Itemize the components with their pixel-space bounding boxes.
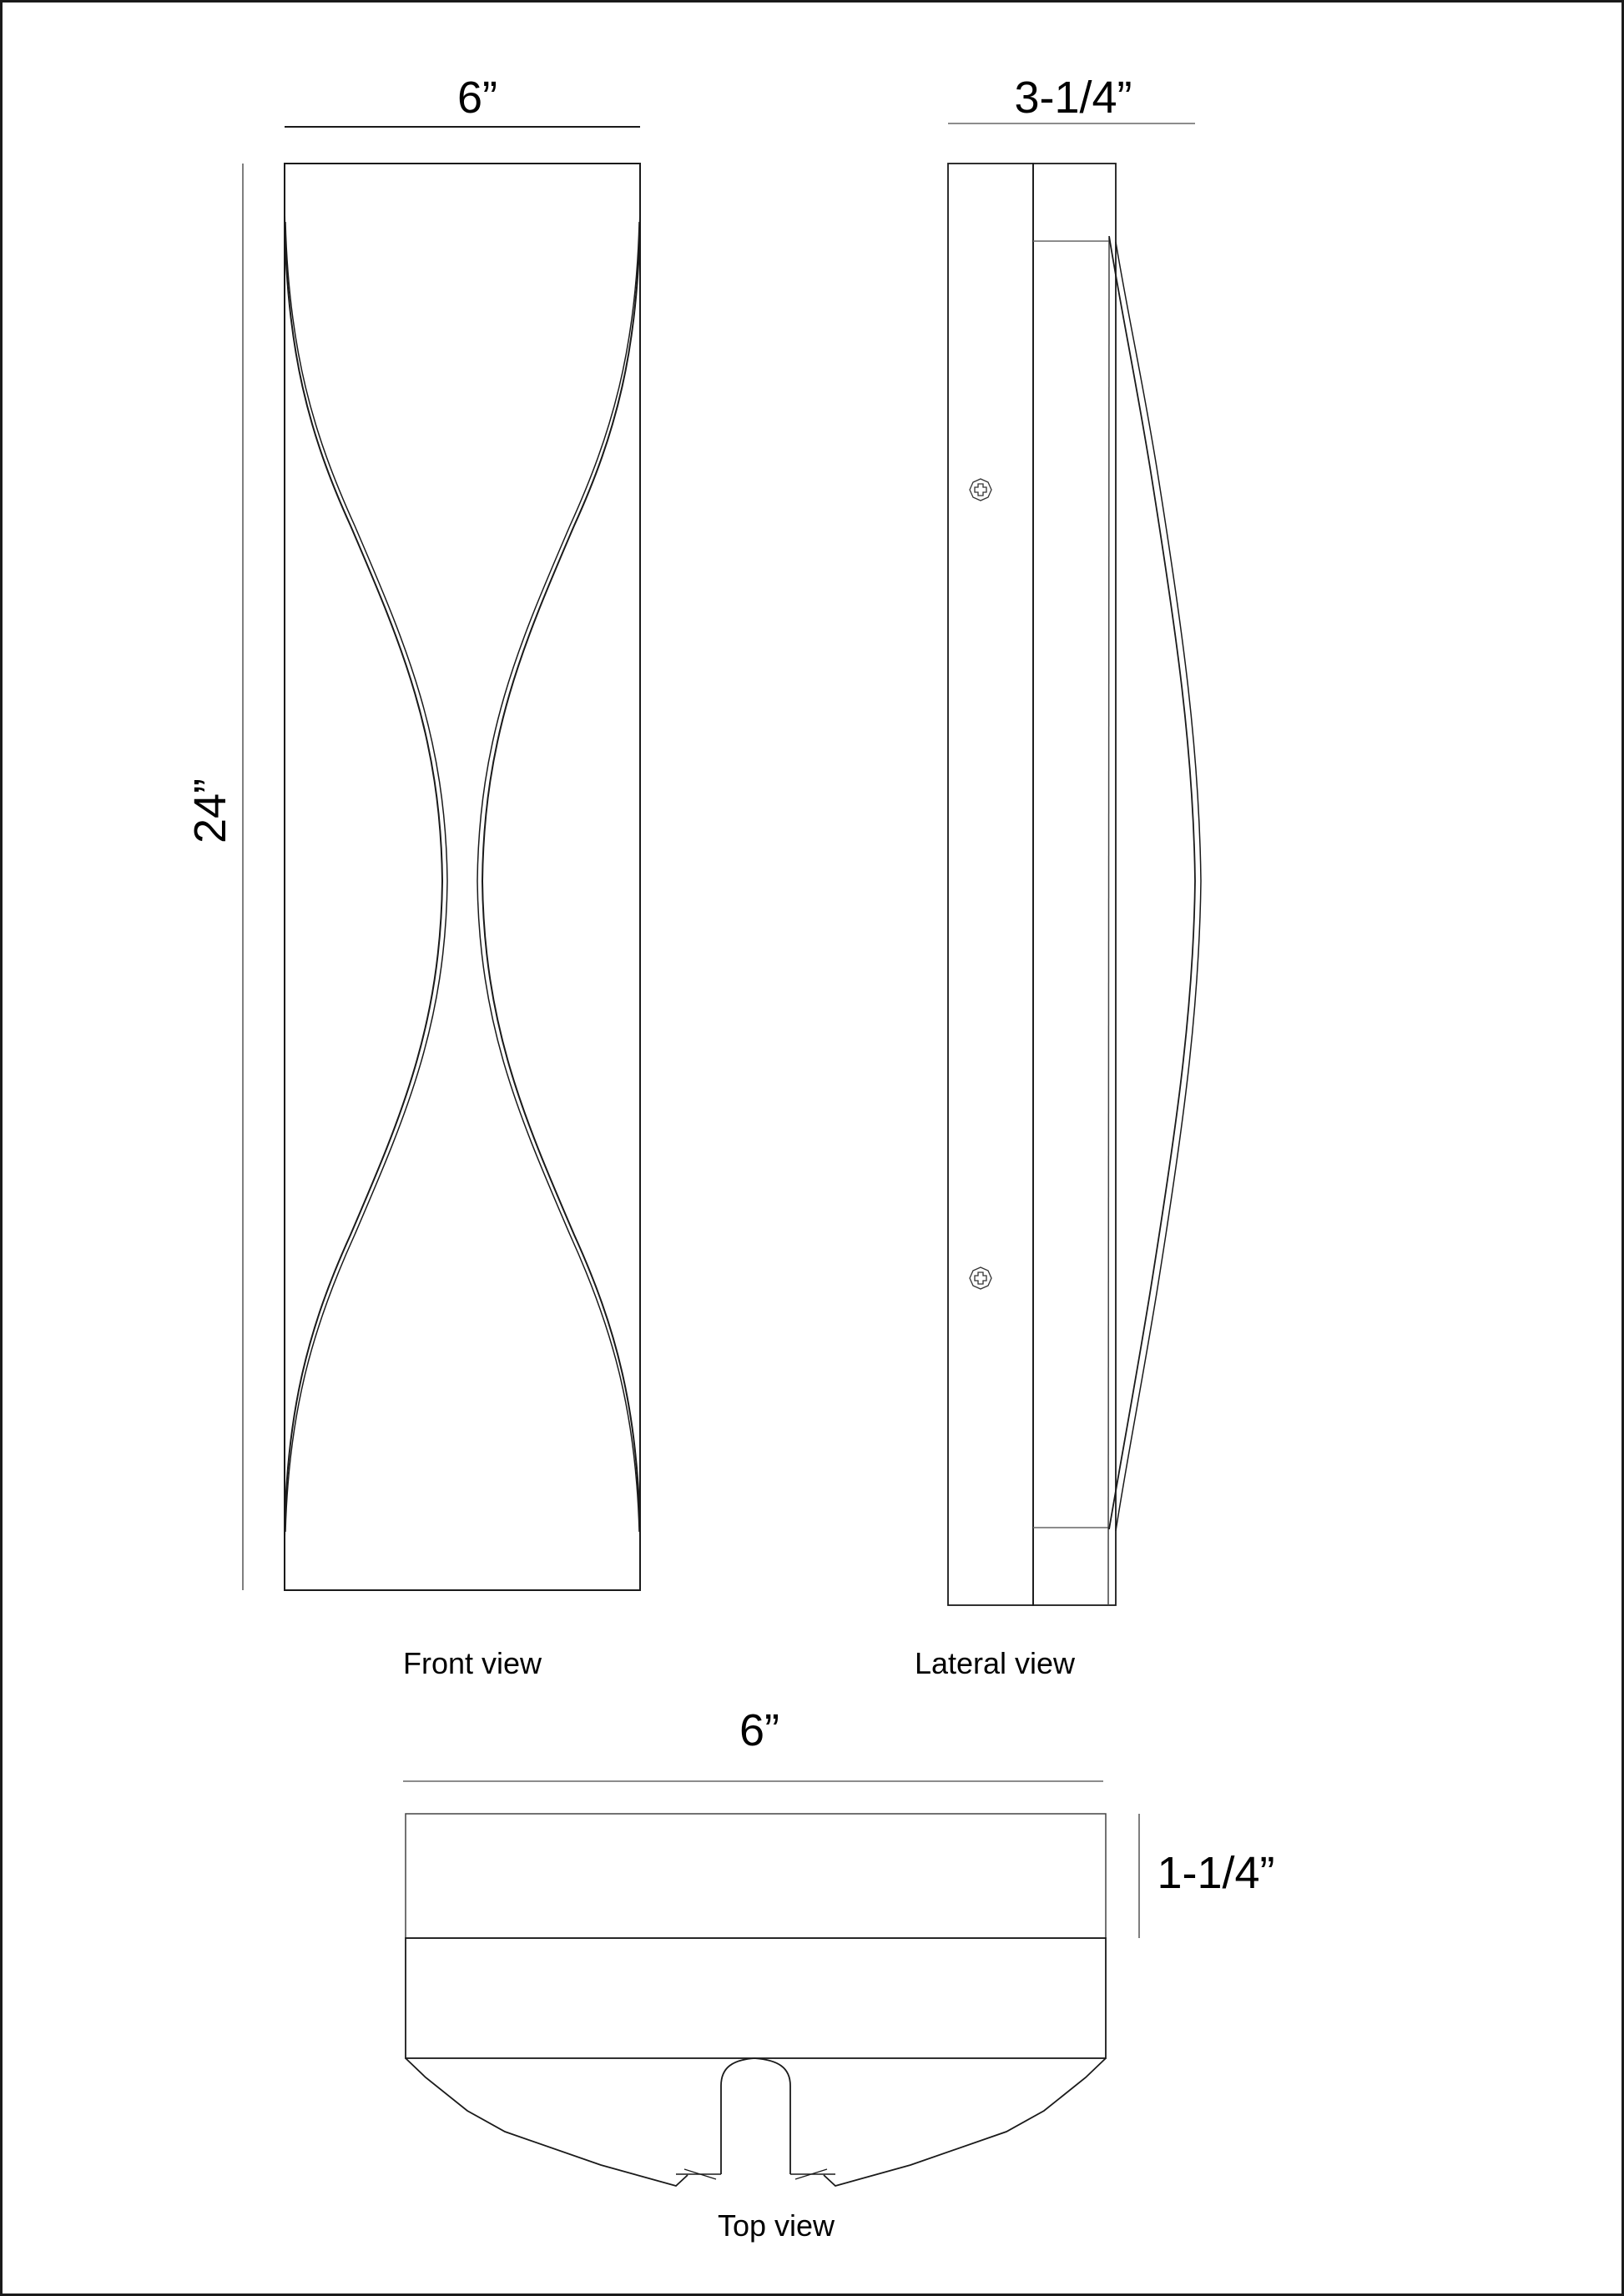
lateral-diffuser-back <box>1108 238 1109 1605</box>
front-width-label: 6” <box>456 73 498 123</box>
top-diffuser-outline <box>406 2058 1106 2186</box>
front-view <box>243 127 640 1590</box>
screw-icon-top <box>970 479 991 501</box>
front-height-label: 24” <box>185 778 235 844</box>
top-view-caption: Top view <box>717 2208 835 2243</box>
lateral-backplate <box>948 164 1033 1605</box>
lateral-diffuser-curve <box>1109 236 1195 1529</box>
front-left-curve-inner <box>285 222 447 1532</box>
screw-icon-bottom <box>970 1267 991 1289</box>
front-body-outline <box>285 164 640 1590</box>
lateral-view <box>948 123 1201 1605</box>
front-left-curve <box>285 215 442 1537</box>
top-view <box>403 1781 1139 2186</box>
front-right-curve <box>482 215 640 1537</box>
lateral-body <box>1033 164 1116 1605</box>
lateral-diffuser-curve-outer <box>1116 242 1201 1531</box>
front-right-curve-inner <box>477 222 639 1532</box>
top-depth-label: 1-1/4” <box>1157 1848 1275 1898</box>
top-body <box>406 1938 1106 2058</box>
front-view-caption: Front view <box>402 1646 542 1680</box>
top-width-label: 6” <box>739 1705 780 1755</box>
lateral-view-caption: Lateral view <box>914 1646 1076 1680</box>
lateral-depth-label: 3-1/4” <box>1014 73 1132 123</box>
top-backplate <box>406 1814 1106 1938</box>
